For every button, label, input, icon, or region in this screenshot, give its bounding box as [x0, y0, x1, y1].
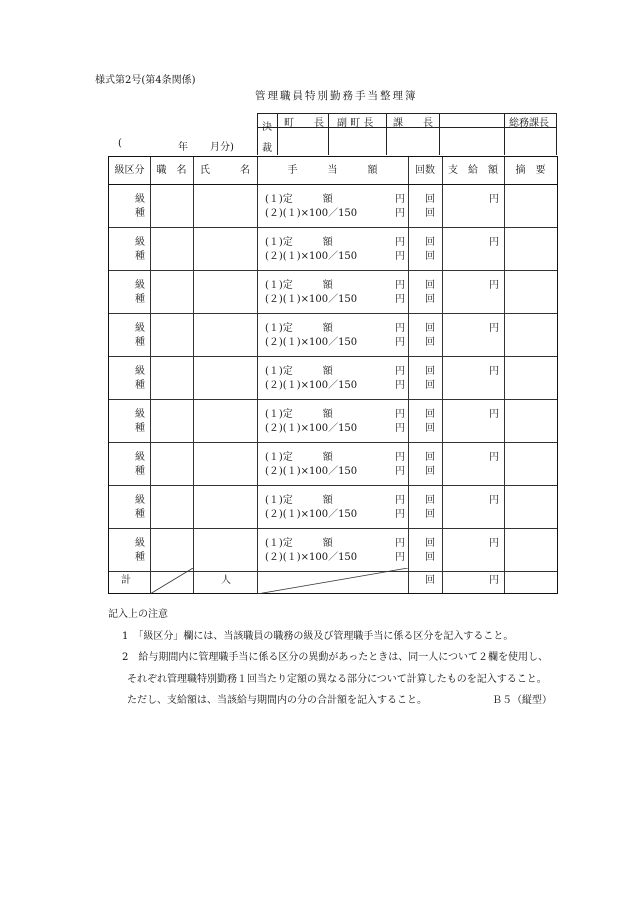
total-count: 回: [425, 575, 435, 586]
row-kind: 種: [135, 422, 145, 434]
row-allowance-ratio-yen: 円: [395, 508, 405, 520]
row-allowance-fixed: (１)定 額: [265, 322, 333, 334]
row-count-1: 回: [425, 322, 435, 334]
row-allowance-ratio-yen: 円: [395, 336, 405, 348]
row-allowance-ratio-yen: 円: [395, 379, 405, 391]
row-allowance-fixed: (１)定 額: [265, 193, 333, 205]
table-row: [109, 228, 557, 271]
row-allowance-ratio: (２)(１)×100／150: [265, 207, 358, 219]
approval-section-chief: 課 長: [393, 118, 433, 129]
row-count-1: 回: [425, 279, 435, 291]
row-allowance-fixed: (１)定 額: [265, 451, 333, 463]
row-allowance-ratio-yen: 円: [395, 422, 405, 434]
notes: [108, 604, 552, 712]
approval-deputy-mayor: 副 町 長: [337, 118, 374, 129]
row-allowance-fixed-yen: 円: [395, 408, 405, 420]
row-allowance-ratio: (２)(１)×100／150: [265, 250, 358, 262]
row-count-2: 回: [425, 465, 435, 477]
table-row: [109, 314, 557, 357]
row-paid-amount: 円: [489, 193, 499, 205]
row-paid-amount: 円: [489, 279, 499, 291]
row-allowance-ratio: (２)(１)×100／150: [265, 551, 358, 563]
header-count: 回数: [415, 165, 435, 176]
row-count-1: 回: [425, 236, 435, 248]
table-row: [109, 529, 557, 572]
table-row: [109, 185, 557, 228]
row-allowance-fixed: (１)定 額: [265, 365, 333, 377]
row-paid-amount: 円: [489, 322, 499, 334]
note-2: 2 給与期間内に管理職手当に係る区分の異動があったときは、同一人について２欄を使用し、: [122, 652, 549, 663]
row-kind: 種: [135, 250, 145, 262]
document-title: 管理職員特別勤務手当整理簿: [255, 90, 418, 102]
main-table: [108, 156, 558, 594]
row-kind: 種: [135, 508, 145, 520]
total-paid: 円: [489, 575, 499, 586]
row-grade: 級: [135, 451, 145, 463]
row-allowance-ratio-yen: 円: [395, 207, 405, 219]
row-allowance-fixed-yen: 円: [395, 322, 405, 334]
approval-box: [257, 113, 557, 155]
row-count-1: 回: [425, 408, 435, 420]
period-month-label: 月分): [210, 142, 234, 153]
note-2-proviso: ただし、支給額は、当該給与期間内の分の合計額を記入すること。: [127, 695, 427, 706]
row-grade: 級: [135, 408, 145, 420]
row-kind: 種: [135, 551, 145, 563]
row-count-1: 回: [425, 451, 435, 463]
row-allowance-fixed-yen: 円: [395, 451, 405, 463]
row-kind: 種: [135, 379, 145, 391]
total-label: 計: [121, 575, 131, 586]
row-grade: 級: [135, 322, 145, 334]
table-row: [109, 271, 557, 314]
row-allowance-fixed-yen: 円: [395, 236, 405, 248]
period-open: (: [118, 138, 122, 149]
row-allowance-ratio: (２)(１)×100／150: [265, 293, 358, 305]
header-grade: 級区分: [114, 165, 145, 176]
row-allowance-ratio-yen: 円: [395, 293, 405, 305]
row-allowance-fixed-yen: 円: [395, 537, 405, 549]
row-count-2: 回: [425, 422, 435, 434]
row-grade: 級: [135, 365, 145, 377]
row-count-2: 回: [425, 336, 435, 348]
row-grade: 級: [135, 236, 145, 248]
period-year-label: 年: [178, 142, 188, 153]
row-paid-amount: 円: [489, 451, 499, 463]
row-count-2: 回: [425, 293, 435, 305]
row-count-1: 回: [425, 537, 435, 549]
row-grade: 級: [135, 193, 145, 205]
note-2-cont: それぞれ管理職特別勤務１回当たり定額の異なる部分について計算したものを記入すること。: [127, 673, 547, 685]
row-allowance-fixed: (１)定 額: [265, 236, 333, 248]
row-grade: 級: [135, 279, 145, 291]
row-allowance-fixed: (１)定 額: [265, 537, 333, 549]
total-people: 人: [221, 575, 231, 586]
row-allowance-fixed-yen: 円: [395, 365, 405, 377]
note-1: 1 「級区分」欄には、当該職員の職務の級及び管理職手当に係る区分を記入すること。: [122, 630, 514, 642]
row-allowance-ratio: (２)(１)×100／150: [265, 336, 358, 348]
total-post-diagonal: [150, 568, 193, 594]
row-allowance-ratio: (２)(１)×100／150: [265, 508, 358, 520]
row-kind: 種: [135, 207, 145, 219]
row-allowance-ratio: (２)(１)×100／150: [265, 379, 358, 391]
header-paid: 支 給 額: [448, 165, 498, 176]
row-allowance-fixed: (１)定 額: [265, 494, 333, 506]
row-kind: 種: [135, 336, 145, 348]
row-count-2: 回: [425, 207, 435, 219]
approval-label-bottom: 裁: [262, 143, 272, 154]
row-allowance-fixed: (１)定 額: [265, 408, 333, 420]
row-allowance-ratio-yen: 円: [395, 465, 405, 477]
row-kind: 種: [135, 465, 145, 477]
total-row: [109, 568, 557, 594]
row-allowance-ratio-yen: 円: [395, 551, 405, 563]
row-count-2: 回: [425, 250, 435, 262]
row-allowance-fixed-yen: 円: [395, 279, 405, 291]
table-row: [109, 400, 557, 443]
form-label: 様式第2号(第4条関係): [95, 75, 196, 86]
header-allowance: 手 当 額: [287, 165, 378, 176]
approval-label-top: 決: [262, 122, 272, 133]
row-paid-amount: 円: [489, 408, 499, 420]
period-field: [118, 138, 234, 153]
table-row: [109, 486, 557, 529]
row-allowance-fixed-yen: 円: [395, 193, 405, 205]
row-allowance-ratio: (２)(１)×100／150: [265, 422, 358, 434]
row-allowance-fixed-yen: 円: [395, 494, 405, 506]
header-name: 氏 名: [200, 165, 250, 176]
row-paid-amount: 円: [489, 365, 499, 377]
row-grade: 級: [135, 537, 145, 549]
row-count-1: 回: [425, 494, 435, 506]
row-allowance-fixed: (１)定 額: [265, 279, 333, 291]
row-paid-amount: 円: [489, 236, 499, 248]
row-allowance-ratio-yen: 円: [395, 250, 405, 262]
row-kind: 種: [135, 293, 145, 305]
row-paid-amount: 円: [489, 494, 499, 506]
table-row: [109, 443, 557, 486]
row-count-2: 回: [425, 551, 435, 563]
notes-heading: 記入上の注意: [108, 609, 168, 620]
paper-size: Ｂ５（縦型）: [492, 695, 552, 706]
total-allowance-diagonal: [257, 568, 408, 594]
row-count-2: 回: [425, 508, 435, 520]
note-2-cont2: [108, 690, 552, 712]
header-remarks: 摘 要: [515, 165, 546, 176]
approval-mayor: 町 長: [284, 118, 324, 129]
row-count-2: 回: [425, 379, 435, 391]
approval-general-affairs-chief: 総務課長: [509, 118, 549, 129]
row-paid-amount: 円: [489, 537, 499, 549]
row-count-1: 回: [425, 193, 435, 205]
row-count-1: 回: [425, 365, 435, 377]
header-post: 職 名: [156, 165, 187, 176]
row-allowance-ratio: (２)(１)×100／150: [265, 465, 358, 477]
table-row: [109, 357, 557, 400]
row-grade: 級: [135, 494, 145, 506]
